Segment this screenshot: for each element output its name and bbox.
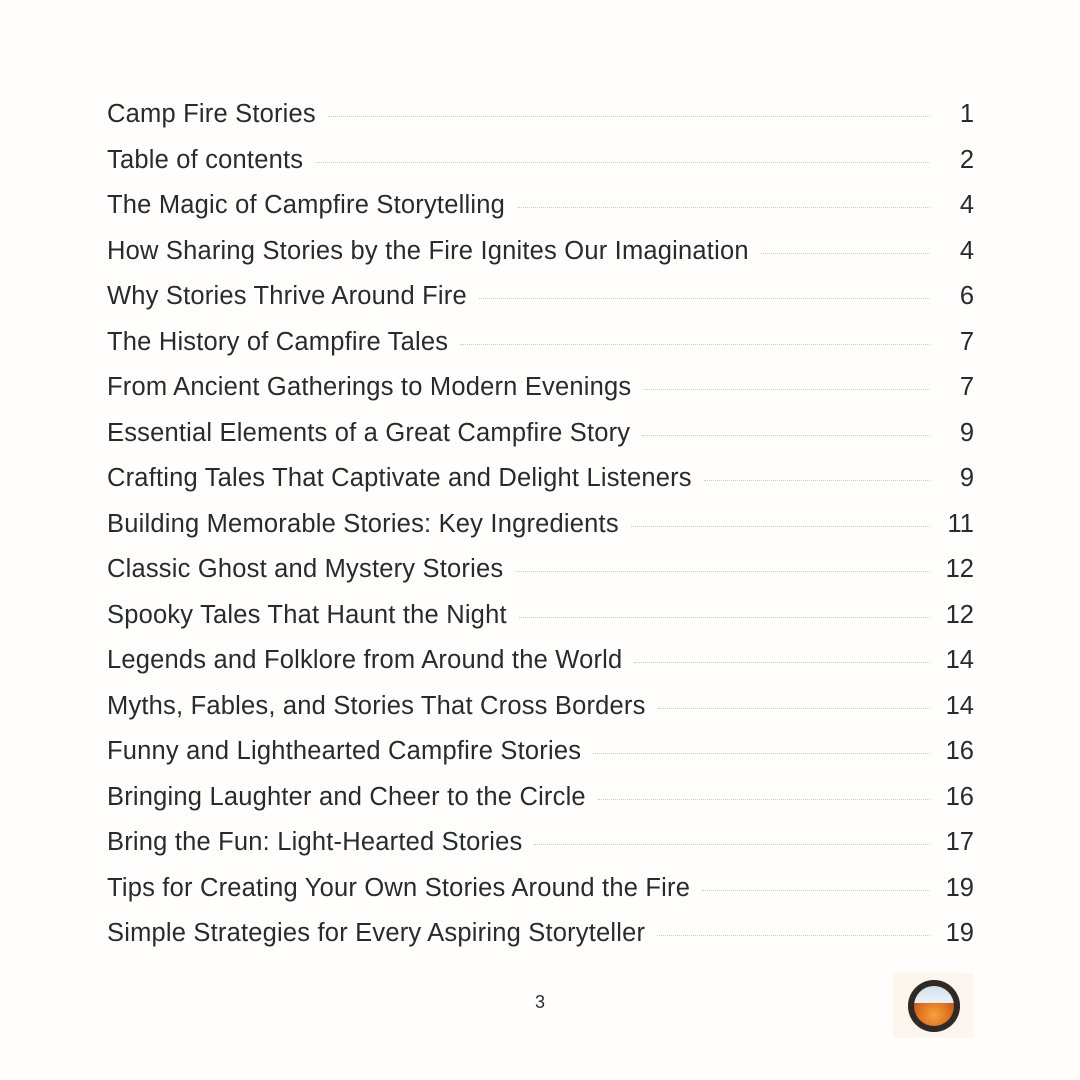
toc-entry-page: 12 xyxy=(945,555,974,583)
toc-entry-title: Essential Elements of a Great Campfire Story xyxy=(107,418,631,447)
toc-leader-dots xyxy=(631,525,930,527)
toc-entry[interactable] xyxy=(107,692,974,738)
toc-entry[interactable] xyxy=(107,828,974,874)
toc-entry-page: 19 xyxy=(945,919,974,947)
toc-leader-dots xyxy=(515,570,930,572)
toc-leader-dots xyxy=(593,752,930,754)
toc-entry[interactable] xyxy=(107,237,974,283)
toc-entry-page: 19 xyxy=(945,873,974,902)
toc-leader-dots xyxy=(460,343,930,345)
toc-leader-dots xyxy=(761,252,930,254)
toc-entry-title: Legends and Folklore from Around the World xyxy=(107,646,623,674)
toc-entry-title: Why Stories Thrive Around Fire xyxy=(107,282,467,310)
toc-entry[interactable] xyxy=(107,419,974,465)
toc-entry[interactable] xyxy=(107,919,974,965)
toc-entry[interactable] xyxy=(107,783,974,829)
toc-entry-page: 9 xyxy=(959,464,974,492)
toc-entry[interactable] xyxy=(107,282,974,328)
toc-entry-page: 6 xyxy=(959,282,974,310)
toc-leader-dots xyxy=(658,707,930,709)
toc-entry[interactable] xyxy=(107,191,974,237)
toc-entry-page: 4 xyxy=(959,191,974,219)
toc-entry-page: 7 xyxy=(959,327,974,356)
toc-leader-dots xyxy=(598,798,930,800)
toc-entry[interactable] xyxy=(107,328,974,374)
toc-entry-page: 9 xyxy=(959,418,974,447)
toc-entry-title: Funny and Lighthearted Campfire Stories xyxy=(107,737,582,765)
toc-entry-title: Camp Fire Stories xyxy=(107,100,316,128)
toc-entry[interactable] xyxy=(107,373,974,419)
toc-entry-page: 7 xyxy=(959,373,974,401)
toc-entry-page: 4 xyxy=(959,236,974,265)
toc-leader-dots xyxy=(479,297,930,299)
toc-entry[interactable] xyxy=(107,646,974,692)
toc-entry-title: The Magic of Campfire Storytelling xyxy=(107,191,505,219)
toc-entry-title: Bring the Fun: Light-Hearted Stories xyxy=(107,828,523,856)
toc-entry[interactable] xyxy=(107,510,974,556)
toc-entry-page: 14 xyxy=(945,646,974,674)
toc-entry-title: From Ancient Gatherings to Modern Evenings xyxy=(107,373,632,401)
toc-leader-dots xyxy=(634,661,930,663)
toc-leader-dots xyxy=(519,616,930,618)
page-folio: 3 xyxy=(534,992,545,1012)
toc-entry-page: 1 xyxy=(959,100,974,128)
toc-entry-page: 16 xyxy=(945,737,974,765)
toc-entry-title: The History of Campfire Tales xyxy=(107,327,449,356)
toc-entry-title: Spooky Tales That Haunt the Night xyxy=(107,600,507,629)
toc-entry-title: Classic Ghost and Mystery Stories xyxy=(107,555,504,583)
toc-entry-title: Building Memorable Stories: Key Ingredients xyxy=(107,509,619,538)
toc-entry-page: 2 xyxy=(959,145,974,174)
toc-leader-dots xyxy=(517,206,930,208)
toc-entry-page: 12 xyxy=(945,600,974,629)
table-of-contents xyxy=(107,100,974,965)
toc-entry[interactable] xyxy=(107,464,974,510)
seal-circle xyxy=(908,980,960,1032)
toc-leader-dots xyxy=(328,115,930,117)
toc-entry-title: Bringing Laughter and Cheer to the Circle xyxy=(107,782,586,811)
toc-entry[interactable] xyxy=(107,100,974,146)
toc-leader-dots xyxy=(643,388,930,390)
toc-leader-dots xyxy=(642,434,930,436)
toc-entry-title: How Sharing Stories by the Fire Ignites Our Imagination xyxy=(107,236,749,265)
toc-leader-dots xyxy=(657,934,930,936)
toc-entry-page: 14 xyxy=(945,691,974,720)
toc-entry-title: Crafting Tales That Captivate and Delight Listeners xyxy=(107,464,692,492)
toc-entry-page: 17 xyxy=(945,828,974,856)
seal-ring xyxy=(908,980,960,1032)
toc-entry[interactable] xyxy=(107,737,974,783)
toc-leader-dots xyxy=(702,889,930,891)
toc-entry-page: 16 xyxy=(945,782,974,811)
toc-leader-dots xyxy=(704,479,930,481)
toc-entry-title: Simple Strategies for Every Aspiring Storyteller xyxy=(107,919,646,947)
toc-entry[interactable] xyxy=(107,874,974,920)
toc-leader-dots xyxy=(315,161,930,163)
toc-entry-title: Tips for Creating Your Own Stories Around the Fire xyxy=(107,873,691,902)
toc-entry-title: Table of contents xyxy=(107,145,304,174)
toc-leader-dots xyxy=(534,843,930,845)
toc-entry[interactable] xyxy=(107,555,974,601)
campfire-seal-icon xyxy=(893,973,974,1038)
toc-entry[interactable] xyxy=(107,146,974,192)
toc-entry[interactable] xyxy=(107,601,974,647)
toc-entry-title: Myths, Fables, and Stories That Cross Borders xyxy=(107,691,646,720)
toc-entry-page: 11 xyxy=(947,509,974,538)
